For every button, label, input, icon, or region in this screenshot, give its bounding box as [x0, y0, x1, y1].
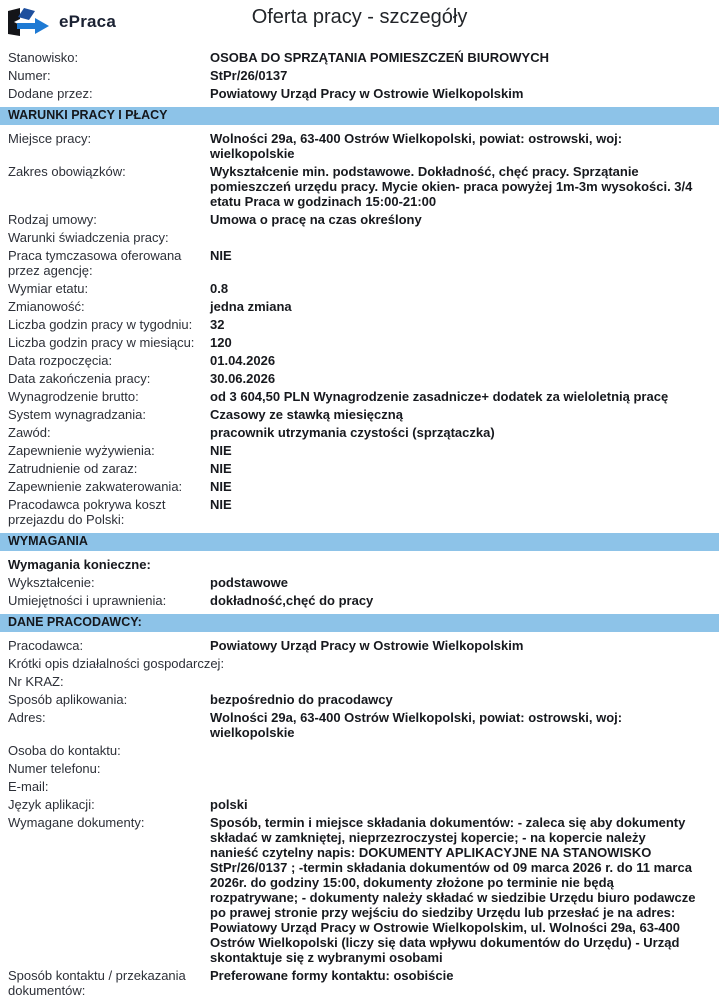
field-value: StPr/26/0137	[210, 67, 288, 83]
field-label: Data zakończenia pracy:	[8, 370, 151, 386]
field-value: polski	[210, 796, 248, 812]
field-row	[0, 228, 719, 246]
section-header: WYMAGANIA	[0, 533, 719, 551]
field-row	[0, 591, 719, 609]
field-label: Warunki świadczenia pracy:	[8, 229, 169, 245]
field-row	[0, 441, 719, 459]
field-row	[0, 387, 719, 405]
field-label: Pracodawca pokrywa koszt przejazdu do Polski:	[8, 496, 166, 527]
field-value: NIE	[210, 442, 232, 458]
field-label: System wynagradzania:	[8, 406, 147, 422]
field-row	[0, 84, 719, 102]
field-label: Numer telefonu:	[8, 760, 101, 776]
field-row	[0, 210, 719, 228]
field-row	[0, 162, 719, 210]
field-row	[0, 246, 719, 279]
field-value: 32	[210, 316, 225, 332]
field-row	[0, 741, 719, 759]
field-value: 120	[210, 334, 232, 350]
field-value: NIE	[210, 247, 232, 263]
field-label: Zmianowość:	[8, 298, 85, 314]
field-row	[0, 759, 719, 777]
field-row	[0, 369, 719, 387]
field-row	[0, 573, 719, 591]
field-value: Powiatowy Urząd Pracy w Ostrowie Wielkopolskim	[210, 637, 524, 653]
field-row	[0, 708, 719, 741]
field-row	[0, 555, 719, 573]
field-label: Pracodawca:	[8, 637, 84, 653]
field-row	[0, 66, 719, 84]
field-row	[0, 654, 719, 672]
field-value: pracownik utrzymania czystości (sprzątaczka)	[210, 424, 495, 440]
field-label: Krótki opis działalności gospodarczej:	[8, 655, 225, 671]
field-label: Praca tymczasowa oferowana przez agencję:	[8, 247, 182, 278]
page-header	[0, 0, 719, 46]
field-label: Numer:	[8, 67, 51, 83]
field-value: Sposób, termin i miejsce składania dokumentów: - zaleca się aby dokumenty składać w zamkniętej, nieprzezroczystej kopercie; - na kopercie należy nanieść czytelny napis: DOKUMENTY APLIKACYJNE NA STANOWISKO StPr/26/0137 ; -termin składania dokumentów od 09 marca 2026 r. do 11 marca 2026r. do godziny 15:00, dokumenty złożone po terminie nie będą rozpatrywane; - dokumenty należy składać w siedzibie Urzędu biuro podawcze po prawej stronie przy wejściu do siedziby Urzędu lub przesłać je na adres: Powiatowy Urząd Pracy w Ostrowie Wielkopolskim, ul. Wolności 29a, 63-400 Ostrów Wielkopolski (liczy się data wpływu dokumentów do Urzędu) - Urząd skontaktuje się z wybranymi osobami	[210, 814, 696, 965]
field-label: Data rozpoczęcia:	[8, 352, 113, 368]
field-value: od 3 604,50 PLN Wynagrodzenie zasadnicze+ dodatek za wieloletnią pracę	[210, 388, 669, 404]
field-value: Powiatowy Urząd Pracy w Ostrowie Wielkopolskim	[210, 85, 524, 101]
field-value: 01.04.2026	[210, 352, 276, 368]
field-row	[0, 672, 719, 690]
field-label: Miejsce pracy:	[8, 130, 92, 146]
field-row	[0, 48, 719, 66]
field-row	[0, 405, 719, 423]
field-value: 0.8	[210, 280, 229, 296]
field-row	[0, 690, 719, 708]
field-value: OSOBA DO SPRZĄTANIA POMIESZCZEŃ BIUROWYCH	[210, 49, 549, 65]
field-row	[0, 777, 719, 795]
field-value: bezpośrednio do pracodawcy	[210, 691, 393, 707]
field-row	[0, 813, 719, 966]
offer-details	[0, 46, 719, 999]
field-value: dokładność,chęć do pracy	[210, 592, 374, 608]
field-label: Zapewnienie wyżywienia:	[8, 442, 155, 458]
field-value: 30.06.2026	[210, 370, 276, 386]
field-label: E-mail:	[8, 778, 49, 794]
field-row	[0, 477, 719, 495]
field-row	[0, 129, 719, 162]
field-label: Stanowisko:	[8, 49, 79, 65]
field-label: Zapewnienie zakwaterowania:	[8, 478, 183, 494]
field-row	[0, 495, 719, 528]
field-row	[0, 636, 719, 654]
field-value: Wykształcenie min. podstawowe. Dokładność, chęć pracy. Sprzątanie pomieszczeń urzędu pracy. Mycie okien- praca powyżej 1m-3m wysokości. 3/4 etatu Praca w godzinach 15:00-21:00	[210, 163, 693, 209]
field-value: Wolności 29a, 63-400 Ostrów Wielkopolski, powiat: ostrowski, woj: wielkopolskie	[210, 130, 623, 161]
field-value: podstawowe	[210, 574, 289, 590]
field-label: Rodzaj umowy:	[8, 211, 97, 227]
field-row	[0, 966, 719, 999]
epraca-logo-text: ePraca	[59, 12, 116, 31]
field-value: NIE	[210, 496, 232, 512]
field-value: jedna zmiana	[210, 298, 292, 314]
field-row	[0, 297, 719, 315]
field-value: NIE	[210, 478, 232, 494]
field-label: Dodane przez:	[8, 85, 93, 101]
field-label: Umiejętności i uprawnienia:	[8, 592, 167, 608]
field-label: Zawód:	[8, 424, 51, 440]
field-label: Język aplikacji:	[8, 796, 95, 812]
field-label: Nr KRAZ:	[8, 673, 64, 689]
section-header: DANE PRACODAWCY:	[0, 614, 719, 632]
field-label: Wymagania konieczne:	[8, 556, 151, 572]
field-label: Zatrudnienie od zaraz:	[8, 460, 138, 476]
field-row	[0, 351, 719, 369]
field-label: Sposób kontaktu / przekazania dokumentów:	[8, 967, 186, 998]
field-row	[0, 423, 719, 441]
field-value: NIE	[210, 460, 232, 476]
field-row	[0, 279, 719, 297]
section-header: WARUNKI PRACY I PŁACY	[0, 107, 719, 125]
field-label: Wynagrodzenie brutto:	[8, 388, 139, 404]
field-value: Czasowy ze stawką miesięczną	[210, 406, 403, 422]
field-value: Preferowane formy kontaktu: osobiście	[210, 967, 454, 983]
field-label: Liczba godzin pracy w miesiącu:	[8, 334, 195, 350]
field-label: Osoba do kontaktu:	[8, 742, 121, 758]
field-label: Zakres obowiązków:	[8, 163, 126, 179]
field-row	[0, 459, 719, 477]
field-value: Umowa o pracę na czas określony	[210, 211, 422, 227]
field-row	[0, 795, 719, 813]
field-label: Wymiar etatu:	[8, 280, 89, 296]
field-row	[0, 315, 719, 333]
field-label: Sposób aplikowania:	[8, 691, 128, 707]
field-label: Wymagane dokumenty:	[8, 814, 145, 830]
field-label: Wykształcenie:	[8, 574, 95, 590]
page-title: Oferta pracy - szczegóły	[251, 6, 468, 28]
field-label: Liczba godzin pracy w tygodniu:	[8, 316, 193, 332]
field-value: Wolności 29a, 63-400 Ostrów Wielkopolski, powiat: ostrowski, woj: wielkopolskie	[210, 709, 623, 740]
field-row	[0, 333, 719, 351]
field-label: Adres:	[8, 709, 46, 725]
